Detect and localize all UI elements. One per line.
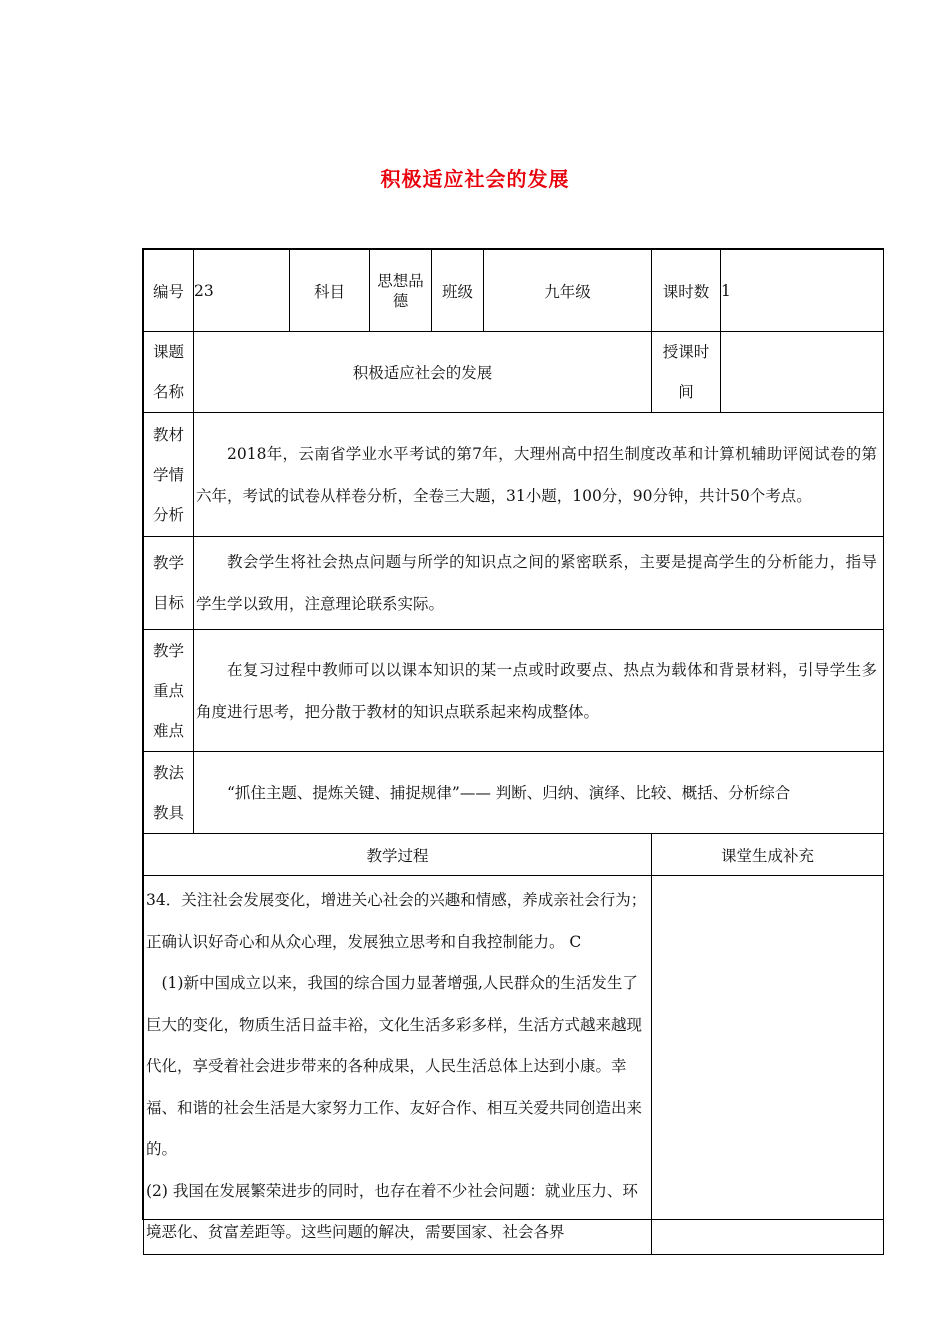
keypoints-text: 在复习过程中教师可以以课本知识的某一点或时政要点、热点为载体和背景材料，引导学生多角度进行思考，把分散于教材的知识点联系起来构成整体。	[194, 630, 884, 752]
side-header: 课堂生成补充	[652, 834, 884, 876]
process-content	[144, 876, 652, 1255]
side-content	[652, 876, 884, 1255]
process-header: 教学过程	[144, 834, 652, 876]
time-label: 授课时间	[652, 332, 721, 413]
methods-row	[144, 752, 884, 834]
methods-text: “抓住主题、提炼关键、捕捉规律”—— 判断、归纳、演绎、比较、概括、分析综合	[194, 752, 884, 834]
process-paragraph-2: (1)新中国成立以来，我国的综合国力显著增强,人民群众的生活发生了巨大的变化，物质生活日益丰裕，文化生活多彩多样，生活方式越来越现代化，享受着社会进步带来的各种成果，人民生活总体上达到小康。幸福、和谐的社会生活是大家努力工作、友好合作、相互关爱共同创造出来的。	[146, 974, 643, 1158]
analysis-text: 2018年，云南省学业水平考试的第7年，大理州高中招生制度改革和计算机辅助评阅试卷的第六年，考试的试卷从样卷分析，全卷三大题，31小题，100分，90分钟，共计50个考点。	[194, 413, 884, 537]
process-paragraph-3: (2) 我国在发展繁荣进步的同时，也存在着不少社会问题：就业压力、环境恶化、贫富差距等。这些问题的解决，需要国家、社会各界	[146, 1181, 638, 1241]
subject-value: 思想品德	[370, 250, 432, 332]
topic-label: 课题名称	[144, 332, 194, 413]
process-paragraph-1: 34．关注社会发展变化，增进关心社会的兴趣和情感，养成亲社会行为；正确认识好奇心和从众心理，发展独立思考和自我控制能力。 C	[146, 891, 647, 951]
class-label: 班级	[432, 250, 484, 332]
lesson-plan-table	[142, 248, 884, 1241]
hours-value: 1	[721, 250, 884, 332]
num-label: 编号	[144, 250, 194, 332]
process-header-row	[144, 834, 884, 876]
goals-row	[144, 537, 884, 630]
keypoints-row	[144, 630, 884, 752]
hours-label: 课时数	[652, 250, 721, 332]
goals-text: 教会学生将社会热点问题与所学的知识点之间的紧密联系，主要是提高学生的分析能力，指导学生学以致用，注意理论联系实际。	[194, 537, 884, 630]
goals-label: 教学目标	[144, 537, 194, 630]
page-title: 积极适应社会的发展	[380, 167, 570, 191]
process-row	[144, 876, 884, 1255]
header-row	[144, 250, 884, 332]
subject-label: 科目	[290, 250, 370, 332]
analysis-row	[144, 413, 884, 537]
num-value: 23	[194, 250, 290, 332]
class-value: 九年级	[484, 250, 652, 332]
keypoints-label: 教学重点难点	[144, 630, 194, 752]
topic-value: 积极适应社会的发展	[194, 332, 652, 413]
analysis-label: 教材学情分析	[144, 413, 194, 537]
topic-row	[144, 332, 884, 413]
time-value	[721, 332, 884, 413]
methods-label: 教法教具	[144, 752, 194, 834]
